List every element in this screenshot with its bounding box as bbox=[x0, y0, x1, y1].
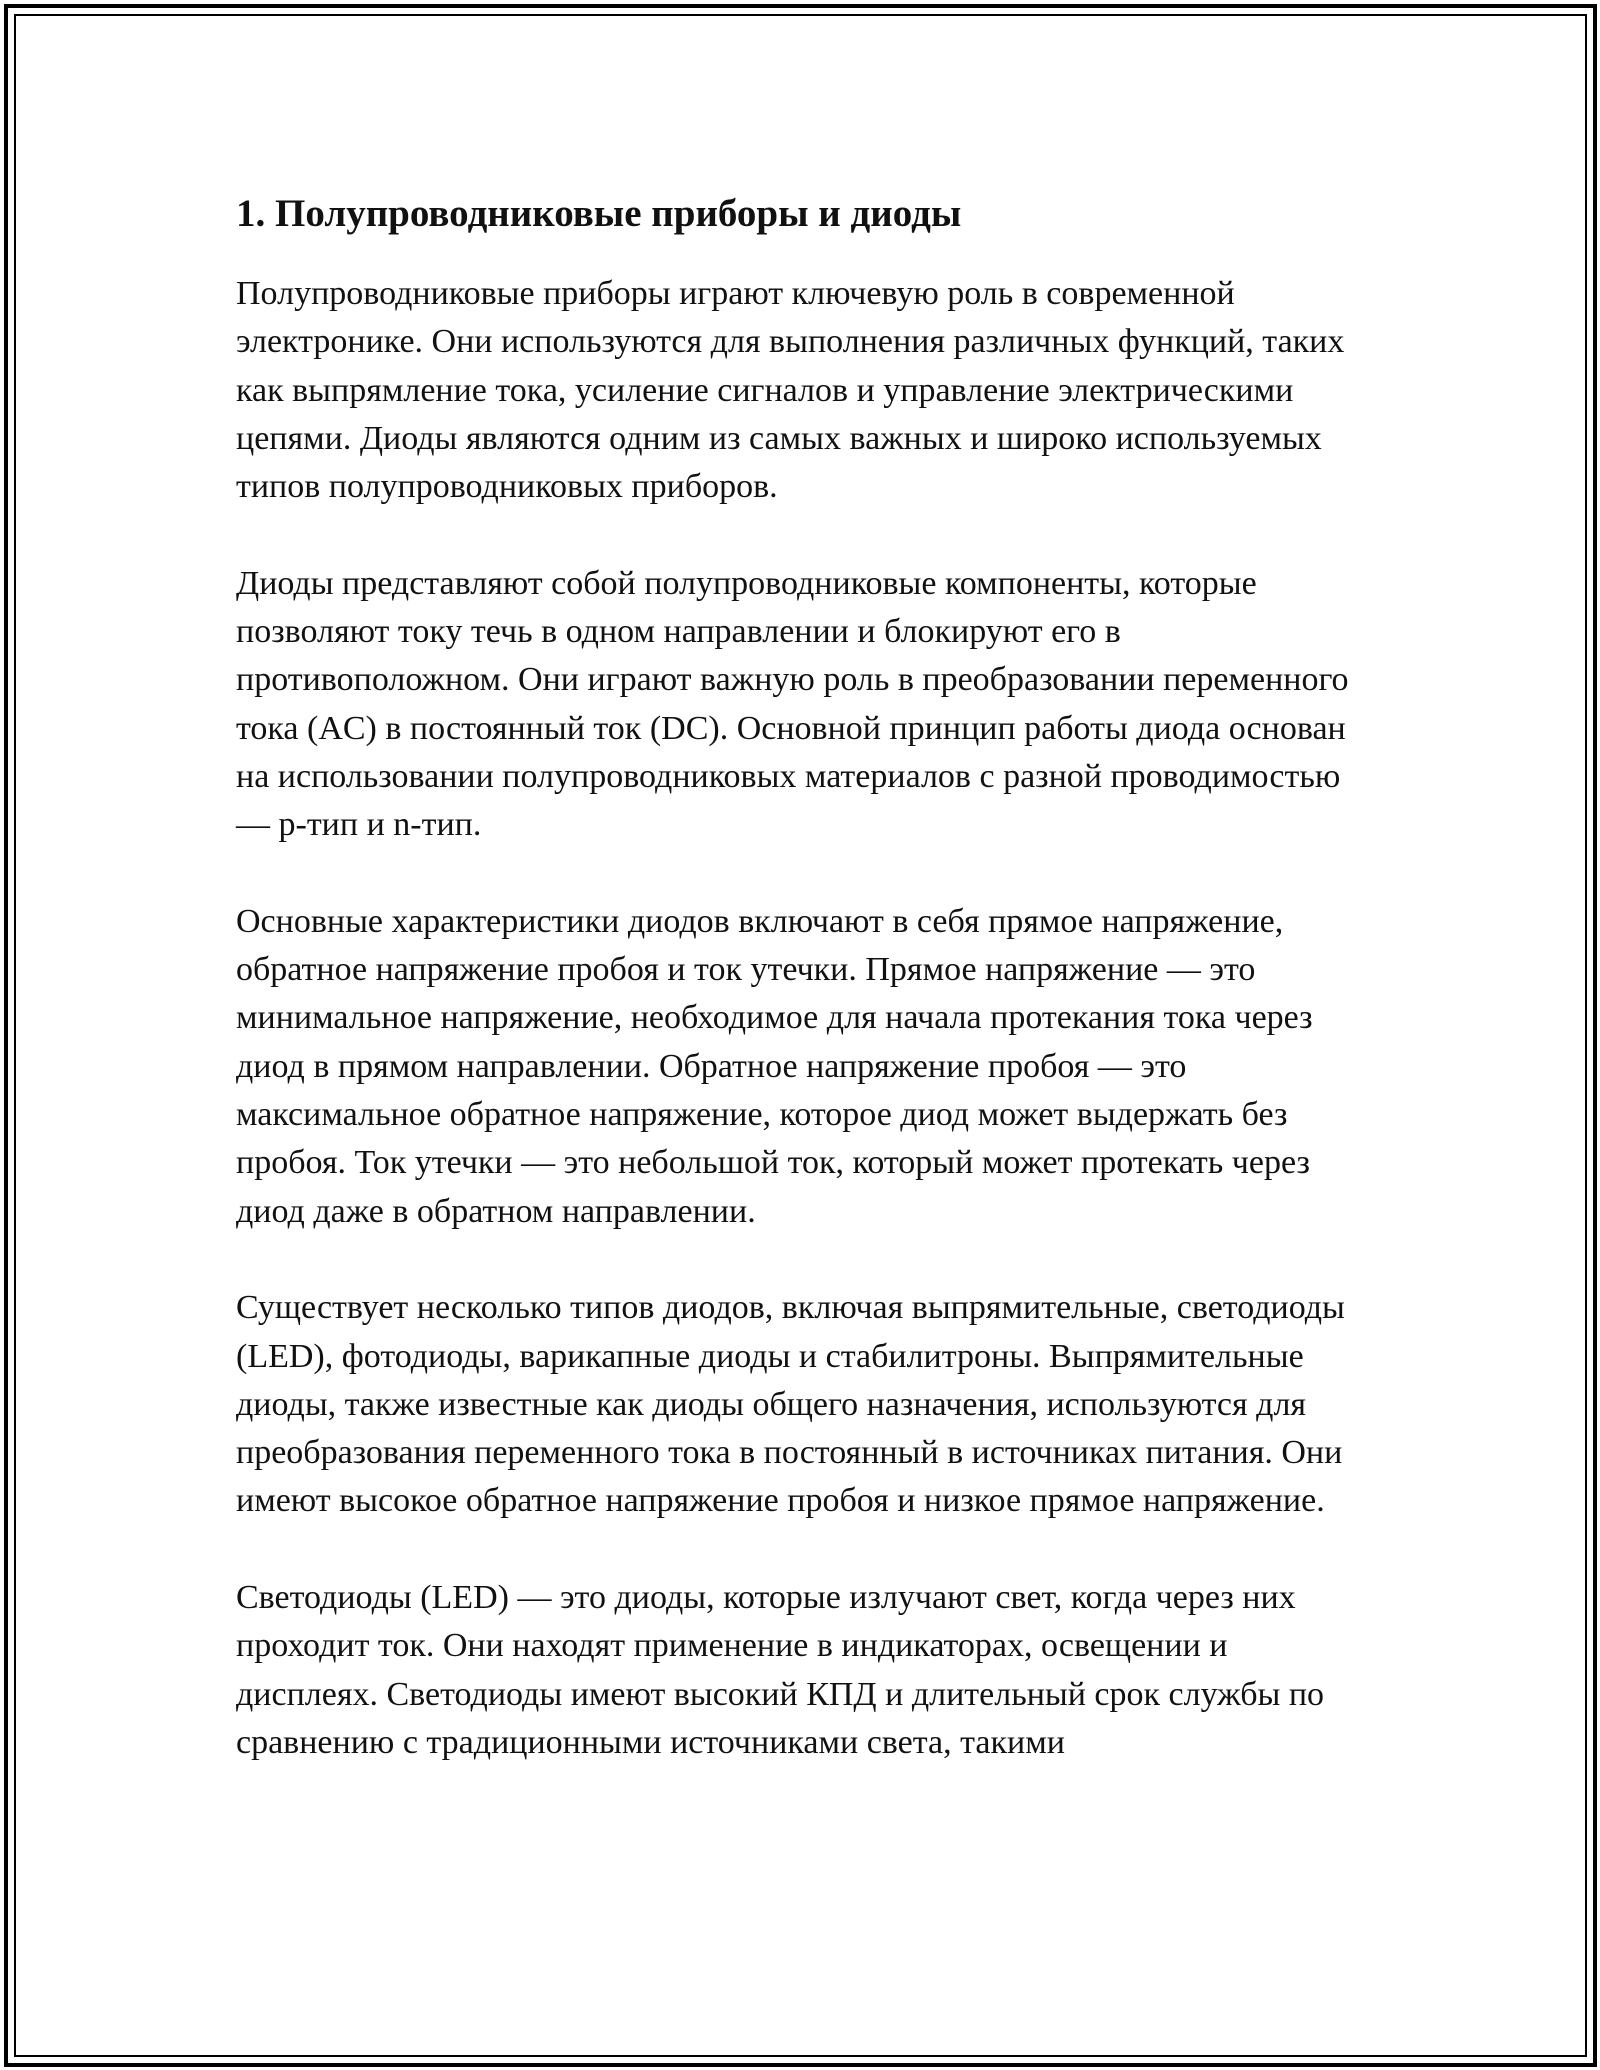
document-page bbox=[236, 186, 1366, 1816]
section-heading: 1. Полупроводниковые приборы и диоды bbox=[236, 192, 962, 235]
paragraph-diode-definition: Диоды представляют собой полупроводниковые компоненты, которые позволяют току течь в одном направлении и блокируют его в противоположном. Они играют важную роль в преобразовании переменного тока (AC) в постоянный ток (DC). Основной принцип работы диода основан на использовании полупроводниковых материалов с разной проводимостью — p-тип и n-тип. bbox=[236, 564, 1349, 844]
paragraph-diode-characteristics: Основные характеристики диодов включают в себя прямое напряжение, обратное напряжение пробоя и ток утечки. Прямое напряжение — это минимальное напряжение, необходимое для начала протекания тока через диод в прямом направлении. Обратное напряжение пробоя — это максимальное обратное напряжение, которое диод может выдержать без пробоя. Ток утечки — это небольшой ток, который может протекать через диод даже в обратном направлении. bbox=[236, 902, 1313, 1230]
paragraph-diode-types: Существует несколько типов диодов, включая выпрямительные, светодиоды (LED), фотодиоды, варикапные диоды и стабилитроны. Выпрямительные диоды, также известные как диоды общего назначения, используются для преобразования переменного тока в постоянный в источниках питания. Они имеют высокое обратное напряжение пробоя и низкое прямое напряжение. bbox=[236, 1289, 1345, 1520]
paragraph-intro: Полупроводниковые приборы играют ключевую роль в современной электронике. Они используются для выполнения различных функций, таких как выпрямление тока, усиление сигналов и управление электрическими цепями. Диоды являются одним из самых важных и широко используемых типов полупроводниковых приборов. bbox=[236, 275, 1345, 506]
paragraph-led: Светодиоды (LED) — это диоды, которые излучают свет, когда через них проходит ток. Они находят применение в индикаторах, освещении и дисплеях. Светодиоды имеют высокий КПД и длительный срок службы по сравнению с традиционными источниками света, такими bbox=[236, 1579, 1325, 1761]
